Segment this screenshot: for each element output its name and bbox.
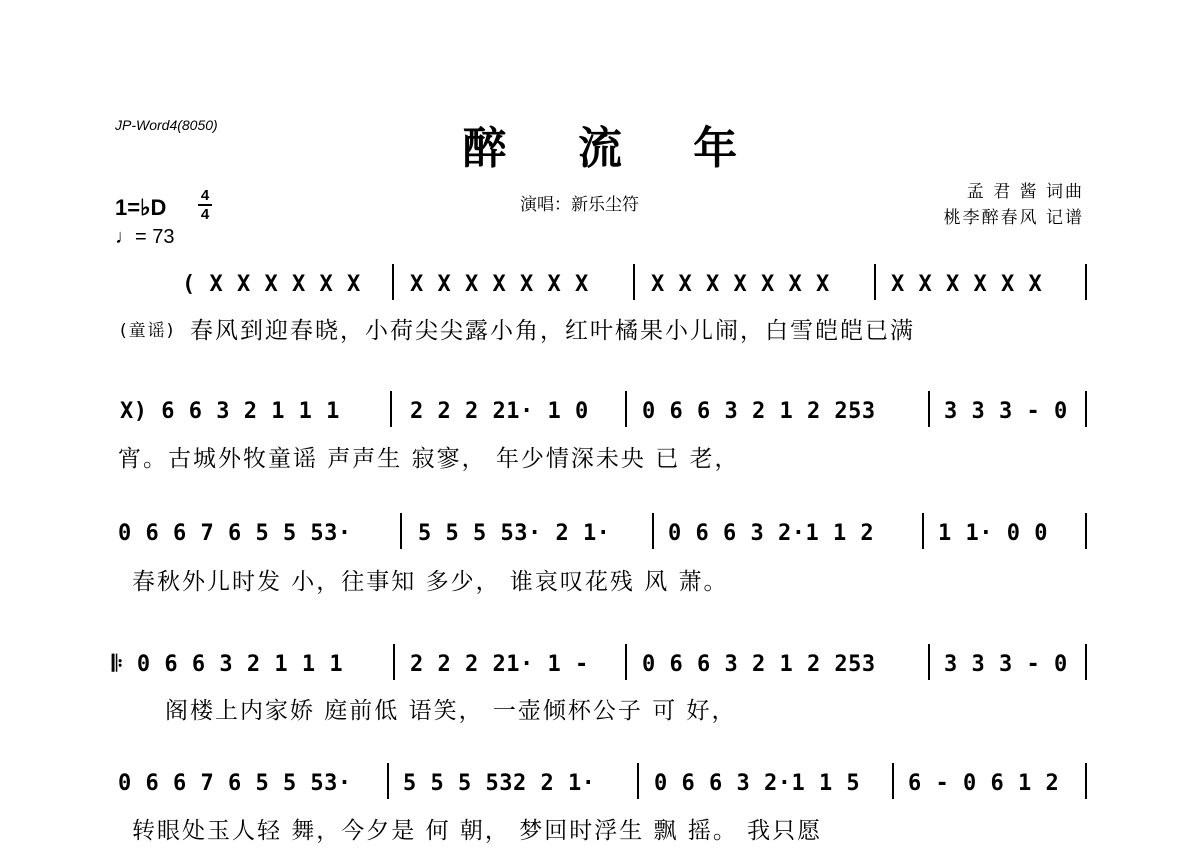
barline xyxy=(633,264,635,300)
composer-credit: 孟 君 酱 词曲 xyxy=(966,182,1084,202)
lyrics-line: 阁楼上内家娇 庭前低 语笑， 一壶倾杯公子 可 好， xyxy=(165,698,737,724)
key-signature: 1=♭D xyxy=(115,195,167,220)
measure: X) 6 6 3 2 1 1 1 xyxy=(120,399,340,424)
barline xyxy=(652,513,654,549)
barline xyxy=(928,644,930,680)
barline xyxy=(874,264,876,300)
measure: 2 2 2 21· 1 - xyxy=(410,652,589,677)
barline xyxy=(1085,763,1087,799)
barline xyxy=(400,513,402,549)
barline xyxy=(625,644,627,680)
barline xyxy=(392,264,394,300)
measure: 3 3 3 - 0 xyxy=(944,652,1068,677)
time-signature xyxy=(198,188,212,222)
measure: 3 3 3 - 0 xyxy=(944,399,1068,424)
lyrics-line: 宵。古城外牧童谣 声声生 寂寥， 年少情深未央 已 老， xyxy=(118,446,740,472)
measure: 6 - 0 6 1 2 xyxy=(908,771,1060,796)
measure: 5 5 5 532 2 1· xyxy=(403,771,596,796)
time-top: 4 xyxy=(200,187,210,204)
measure: 0 6 6 3 2·1 1 5 xyxy=(654,771,861,796)
measure: 0 6 6 3 2 1 2 253 xyxy=(642,652,876,677)
lyrics-line: 春秋外儿时发 小，往事知 多少， 谁哀叹花残 风 萧。 xyxy=(132,569,729,595)
barline xyxy=(390,391,392,427)
lyrics-prefix: (童谣) xyxy=(120,321,176,341)
measure: 0 6 6 7 6 5 5 53· xyxy=(118,521,352,546)
barline xyxy=(892,763,894,799)
barline xyxy=(625,391,627,427)
singer-credit: 演唱：新乐尘符 xyxy=(520,195,639,215)
measure: 0 6 6 7 6 5 5 53· xyxy=(118,771,352,796)
barline xyxy=(387,763,389,799)
barline xyxy=(922,513,924,549)
tempo-marking: ♩= 73 xyxy=(115,226,175,248)
barline xyxy=(637,763,639,799)
measure: 0 6 6 3 2·1 1 2 xyxy=(668,521,875,546)
measure: 0 6 6 3 2 1 2 253 xyxy=(642,399,876,424)
barline xyxy=(1085,264,1087,300)
measure: 1 1· 0 0 xyxy=(938,521,1048,546)
barline xyxy=(928,391,930,427)
transcriber-credit: 桃李醉春风 记谱 xyxy=(943,208,1084,228)
barline xyxy=(393,644,395,680)
measure: X X X X X X xyxy=(891,272,1043,297)
barline xyxy=(1085,644,1087,680)
time-bottom: 4 xyxy=(200,206,210,223)
barline xyxy=(1085,513,1087,549)
barline xyxy=(1085,391,1087,427)
measure: 5 5 5 53· 2 1· xyxy=(418,521,611,546)
measure: ( X X X X X X xyxy=(182,272,361,297)
lyrics-line: 春风到迎春晓，小荷尖尖露小角，红叶橘果小儿闹，白雪皑皑已满 xyxy=(190,318,915,344)
song-title: 醉 流 年 xyxy=(462,123,766,174)
measure: X X X X X X X xyxy=(651,272,830,297)
measure: 𝄆 0 6 6 3 2 1 1 1 xyxy=(112,652,344,677)
lyrics-line: 转眼处玉人轻 舞，今夕是 何 朝， 梦回时浮生 飘 摇。 我只愿 xyxy=(132,818,823,844)
measure: X X X X X X X xyxy=(410,272,589,297)
software-label: JP-Word4(8050) xyxy=(115,117,218,133)
measure: 2 2 2 21· 1 0 xyxy=(410,399,589,424)
